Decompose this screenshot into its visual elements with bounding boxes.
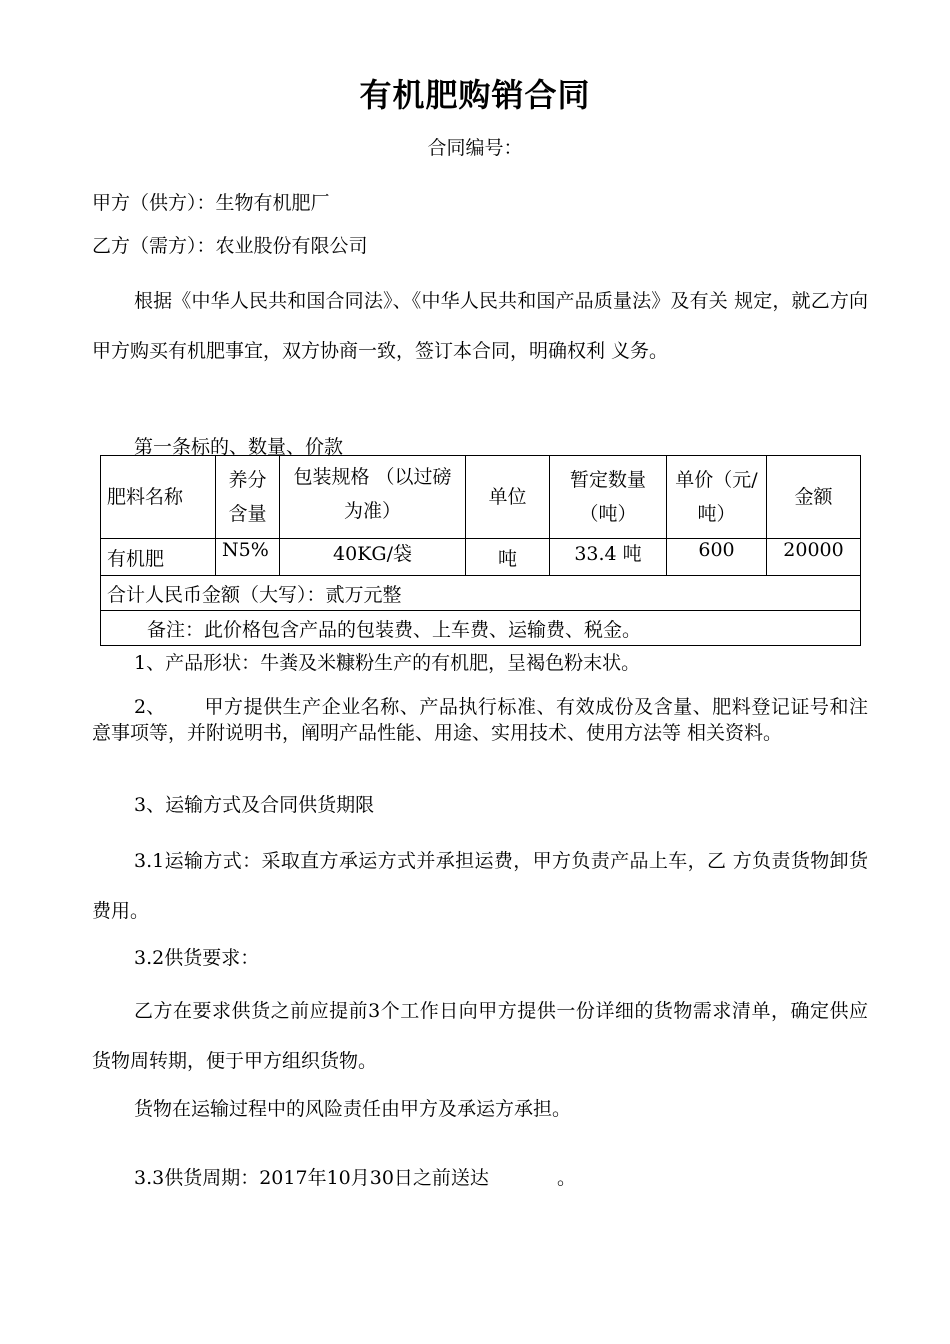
header-name: 肥料名称 — [101, 456, 216, 539]
intro-paragraph: 根据《中华人民共和国合同法》、《中华人民共和国产品质量法》及有关 规定，就乙方向甲方购买有机肥事宜，双方协商一致，签订本合同，明确权利 义务。 — [92, 290, 868, 362]
table-note-row — [101, 611, 861, 646]
party-b: 乙方（需方）：农业股份有限公司 — [92, 235, 368, 257]
document-title: 有机肥购销合同 — [359, 76, 591, 114]
cell-amount: 20000 — [767, 539, 861, 576]
cell-unit: 吨 — [466, 539, 550, 576]
header-qty: 暂定数量（吨） — [550, 456, 667, 539]
item-3-2-text: 乙方在要求供货之前应提前3个工作日向甲方提供一份详细的货物需求清单，确定供应货物周转期，便于甲方组织货物。 — [92, 1000, 868, 1072]
item-2 — [92, 694, 868, 746]
table-total-row — [101, 576, 861, 611]
item-3-3 — [134, 1163, 576, 1190]
risk-statement: 货物在运输过程中的风险责任由甲方及承运方承担。 — [134, 1098, 572, 1120]
price-note: 备注：此价格包含产品的包装费、上车费、运输费、税金。 — [101, 611, 861, 646]
item-3-3-suffix: 。 — [556, 1167, 576, 1189]
item-2-number: 2、 — [134, 696, 166, 718]
item-2-text: 甲方提供生产企业名称、产品执行标准、有效成份及含量、肥料登记证号和注意事项等，并附说明书，阐明产品性能、用途、实用技术、使用方法等 相关资料。 — [92, 696, 868, 744]
cell-name: 有机肥 — [101, 539, 216, 576]
table-header-row — [101, 456, 861, 539]
item-3-1: 3.1运输方式：采取直方承运方式并承担运费，甲方负责产品上车，乙 方负责货物卸货费用。 — [92, 850, 868, 922]
cell-packaging: 40KG/袋 — [280, 539, 466, 576]
article-1-heading: 第一条标的、数量、价款 — [134, 436, 344, 458]
cell-nutrient: N5% — [216, 539, 280, 576]
item-3-3-text: 3.3供货周期：2017年10月30日之前送达 — [134, 1167, 489, 1189]
header-price: 单价（元/吨） — [667, 456, 767, 539]
total-amount-words: 合计人民币金额（大写）：贰万元整 — [101, 576, 861, 611]
cell-price: 600 — [667, 539, 767, 576]
item-3: 3、运输方式及合同供货期限 — [134, 794, 375, 816]
product-table — [100, 455, 861, 646]
item-1: 1、产品形状：牛粪及米糠粉生产的有机肥，呈褐色粉末状。 — [134, 652, 641, 674]
header-amount: 金额 — [767, 456, 861, 539]
table-row — [101, 539, 861, 576]
item-3-2-heading: 3.2供货要求： — [134, 947, 260, 969]
party-a: 甲方（供方）：生物有机肥厂 — [92, 192, 330, 214]
header-packaging: 包装规格 （以过磅为准） — [280, 456, 466, 539]
header-unit: 单位 — [466, 456, 550, 539]
cell-qty: 33.4 吨 — [550, 539, 667, 576]
header-nutrient: 养分含量 — [216, 456, 280, 539]
contract-number-label: 合同编号： — [427, 137, 523, 159]
